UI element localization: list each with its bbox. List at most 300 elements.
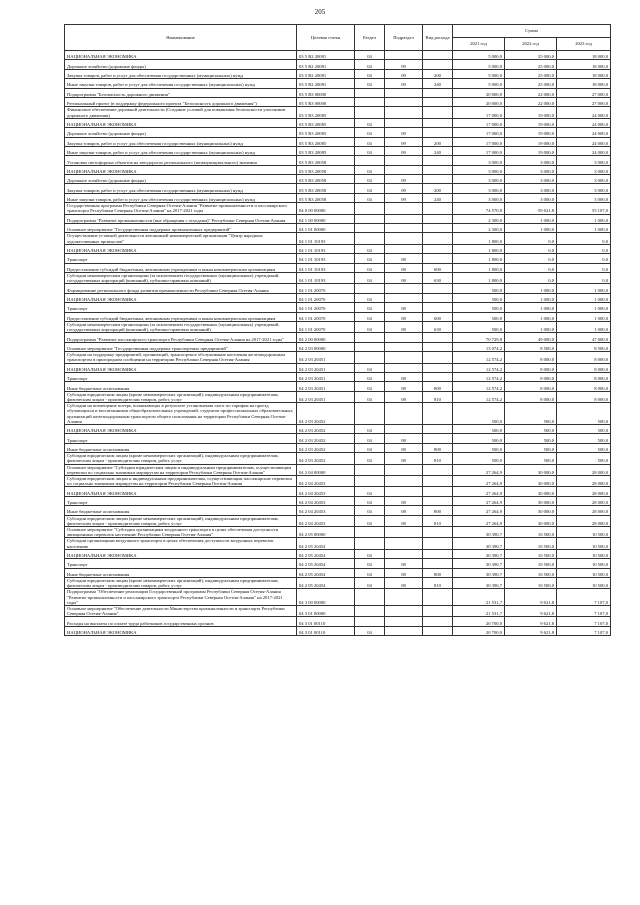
table-row bbox=[65, 464, 611, 475]
row-name: Субсидии организациям воздушного транспорта в целях обеспечения доступности воздушных перевозок населению bbox=[65, 538, 297, 549]
row-section bbox=[355, 333, 385, 342]
row-section: 04 bbox=[355, 382, 385, 391]
row-sum-2021: 1 800,0 bbox=[453, 273, 505, 284]
row-sum-2022: 0,0 bbox=[505, 233, 557, 244]
row-name: Осуществление уставной деятельности автономной некоммерческой организации "Центр народных художественных промыслов" bbox=[65, 233, 297, 244]
header-section: Раздел bbox=[355, 25, 385, 51]
row-section bbox=[355, 475, 385, 486]
row-exp-type bbox=[423, 333, 453, 342]
table-row bbox=[65, 487, 611, 496]
row-sum-2021: 1 800,0 bbox=[453, 263, 505, 272]
row-sum-2023: 3 000,0 bbox=[557, 184, 611, 193]
row-sum-2021: 500,0 bbox=[453, 312, 505, 321]
row-sum-2021: 500,0 bbox=[453, 443, 505, 452]
row-sum-2022: 25 000,0 bbox=[505, 69, 557, 78]
row-sum-2023: 7 107,0 bbox=[557, 605, 611, 616]
row-sum-2023: 8 000,0 bbox=[557, 352, 611, 363]
row-name: Субсидии юридическим лицам (кроме некоммерческих организаций), индивидуальным предпринимателям, физическим лицам - производителям товаров, работ, услуг bbox=[65, 391, 297, 402]
row-subsection bbox=[385, 224, 423, 233]
header-code: Целевая статья bbox=[297, 25, 355, 51]
row-sum-2023: 500,0 bbox=[557, 443, 611, 452]
row-exp-type: 800 bbox=[423, 568, 453, 577]
table-row bbox=[65, 496, 611, 505]
row-exp-type: 800 bbox=[423, 443, 453, 452]
row-section: 04 bbox=[355, 146, 385, 155]
row-sum-2022: 49 000,0 bbox=[505, 333, 557, 342]
row-section: 04 bbox=[355, 263, 385, 272]
table-row bbox=[65, 434, 611, 443]
row-sum-2023: 7 107,0 bbox=[557, 617, 611, 626]
row-sum-2021: 500,0 bbox=[453, 303, 505, 312]
row-code: 04 2 04 00000 bbox=[297, 464, 355, 475]
row-code: 04 2 03 20451 bbox=[297, 391, 355, 402]
row-subsection: 09 bbox=[385, 137, 423, 146]
table-row bbox=[65, 475, 611, 486]
table-row bbox=[65, 382, 611, 391]
row-code: 04 1 01 20070 bbox=[297, 312, 355, 321]
table-row bbox=[65, 128, 611, 137]
row-sum-2022: 19 000,0 bbox=[505, 118, 557, 127]
row-code: 04 2 04 20453 bbox=[297, 475, 355, 486]
row-subsection: 08 bbox=[385, 372, 423, 381]
row-sum-2022: 500,0 bbox=[505, 434, 557, 443]
table-row bbox=[65, 372, 611, 381]
row-exp-type: 200 bbox=[423, 69, 453, 78]
row-sum-2023: 28 000,0 bbox=[557, 515, 611, 526]
row-exp-type: 630 bbox=[423, 322, 453, 333]
header-year-2022: 2022 год bbox=[505, 38, 557, 51]
row-exp-type: 800 bbox=[423, 382, 453, 391]
row-code: 04 3 00 00000 bbox=[297, 589, 355, 606]
row-sum-2021: 30 390,7 bbox=[453, 549, 505, 558]
row-sum-2021: 27 264,9 bbox=[453, 496, 505, 505]
row-exp-type: 810 bbox=[423, 515, 453, 526]
row-sum-2022: 10 500,0 bbox=[505, 538, 557, 549]
row-sum-2022: 59 621,8 bbox=[505, 203, 557, 214]
row-code: 03 5 R2 20081 bbox=[297, 69, 355, 78]
row-sum-2023: 24 000,0 bbox=[557, 146, 611, 155]
row-name: Основное мероприятие "Субсидии организациям воздушного транспорта в целях обеспечения доступности авиационных перевозок населению Республики Северная Осетия-Алания" bbox=[65, 526, 297, 537]
row-subsection bbox=[385, 118, 423, 127]
row-section bbox=[355, 88, 385, 97]
row-sum-2023: 500,0 bbox=[557, 434, 611, 443]
row-section: 04 bbox=[355, 51, 385, 60]
row-sum-2023: 8 000,0 bbox=[557, 391, 611, 402]
row-exp-type bbox=[423, 549, 453, 558]
table-row bbox=[65, 175, 611, 184]
row-sum-2022: 3 000,0 bbox=[505, 184, 557, 193]
row-sum-2023: 10 500,0 bbox=[557, 526, 611, 537]
row-section bbox=[355, 352, 385, 363]
row-exp-type bbox=[423, 224, 453, 233]
row-sum-2022: 30 000,0 bbox=[505, 487, 557, 496]
table-row bbox=[65, 538, 611, 549]
row-exp-type bbox=[423, 605, 453, 616]
row-name: НАЦИОНАЛЬНАЯ ЭКОНОМИКА bbox=[65, 626, 297, 635]
row-sum-2021: 5 000,0 bbox=[453, 51, 505, 60]
table-row bbox=[65, 107, 611, 118]
row-subsection: 08 bbox=[385, 515, 423, 526]
row-sum-2023: 7 107,0 bbox=[557, 589, 611, 606]
row-subsection bbox=[385, 333, 423, 342]
row-sum-2021: 3 000,0 bbox=[453, 184, 505, 193]
row-section: 04 bbox=[355, 559, 385, 568]
table-row bbox=[65, 203, 611, 214]
row-sum-2022: 19 000,0 bbox=[505, 107, 557, 118]
row-name: Субсидии на поддержку предприятий, организаций, транспортное обслуживание населения железнодорожным транспортом в пригородном сообщении на территории Республики Северная Осетия-Алания bbox=[65, 352, 297, 363]
row-code: 03 5 R3 20058 bbox=[297, 156, 355, 165]
row-sum-2022: 8 000,0 bbox=[505, 363, 557, 372]
row-exp-type bbox=[423, 487, 453, 496]
row-sum-2023: 24 000,0 bbox=[557, 128, 611, 137]
row-name: Закупка товаров, работ и услуг для обеспечения государственных (муниципальных) нужд bbox=[65, 184, 297, 193]
row-code: 04 2 03 20452 bbox=[297, 403, 355, 425]
row-sum-2022: 25 000,0 bbox=[505, 79, 557, 88]
row-code: 03 5 R3 20085 bbox=[297, 146, 355, 155]
row-code: 04 1 01 10193 bbox=[297, 254, 355, 263]
row-name: НАЦИОНАЛЬНАЯ ЭКОНОМИКА bbox=[65, 165, 297, 174]
row-name: Иные бюджетные ассигнования bbox=[65, 568, 297, 577]
row-exp-type: 240 bbox=[423, 146, 453, 155]
header-sums: Сумма bbox=[453, 25, 611, 38]
row-subsection: 08 bbox=[385, 391, 423, 402]
row-subsection bbox=[385, 605, 423, 616]
row-sum-2021: 21 531,7 bbox=[453, 605, 505, 616]
row-sum-2021: 20 000,0 bbox=[453, 88, 505, 97]
row-name: НАЦИОНАЛЬНАЯ ЭКОНОМИКА bbox=[65, 293, 297, 302]
row-exp-type bbox=[423, 60, 453, 69]
row-subsection bbox=[385, 97, 423, 106]
row-sum-2023: 27 000,0 bbox=[557, 88, 611, 97]
row-sum-2021: 21 531,7 bbox=[453, 589, 505, 606]
row-subsection: 08 bbox=[385, 273, 423, 284]
row-name: НАЦИОНАЛЬНАЯ ЭКОНОМИКА bbox=[65, 424, 297, 433]
row-sum-2023: 28 000,0 bbox=[557, 487, 611, 496]
row-exp-type: 800 bbox=[423, 506, 453, 515]
row-subsection: 08 bbox=[385, 434, 423, 443]
row-exp-type: 810 bbox=[423, 577, 453, 588]
row-sum-2023: 1 000,0 bbox=[557, 284, 611, 293]
row-exp-type: 810 bbox=[423, 391, 453, 402]
row-name: Государственная программа Республики Северная Осетия-Алания "Развитие промышленности и пассажирского транспорта Республики Северная Осетия-Алания" на 2017-2021 годы bbox=[65, 203, 297, 214]
row-section: 04 bbox=[355, 165, 385, 174]
table-row bbox=[65, 254, 611, 263]
table-row bbox=[65, 273, 611, 284]
row-code: 03 5 R3 00000 bbox=[297, 97, 355, 106]
row-subsection: 09 bbox=[385, 69, 423, 78]
row-subsection bbox=[385, 464, 423, 475]
table-row bbox=[65, 146, 611, 155]
row-code: 03 5 R3 20085 bbox=[297, 128, 355, 137]
row-name: Субсидии некоммерческим организациям (за исключением государственных (муниципальных) учреждений, государственных корпораций (компаний), публично-правовых компаний) bbox=[65, 273, 297, 284]
table-row bbox=[65, 60, 611, 69]
row-sum-2022: 30 000,0 bbox=[505, 496, 557, 505]
table-row bbox=[65, 424, 611, 433]
row-sum-2021: 27 264,9 bbox=[453, 475, 505, 486]
row-section bbox=[355, 464, 385, 475]
row-code: 03 5 R2 20081 bbox=[297, 51, 355, 60]
table-row bbox=[65, 263, 611, 272]
row-sum-2022: 1 000,0 bbox=[505, 322, 557, 333]
row-sum-2023: 47 000,0 bbox=[557, 333, 611, 342]
table-row bbox=[65, 559, 611, 568]
row-section: 04 bbox=[355, 391, 385, 402]
row-exp-type bbox=[423, 434, 453, 443]
row-sum-2022: 10 500,0 bbox=[505, 568, 557, 577]
row-sum-2022: 8 000,0 bbox=[505, 372, 557, 381]
row-sum-2023: 500,0 bbox=[557, 453, 611, 464]
row-section: 04 bbox=[355, 79, 385, 88]
row-name: Предоставление субсидий бюджетным, автономным учреждениям и иным некоммерческим организациям bbox=[65, 312, 297, 321]
row-sum-2023: 1 000,0 bbox=[557, 322, 611, 333]
row-sum-2021: 17 000,0 bbox=[453, 107, 505, 118]
row-code: 04 0 00 00000 bbox=[297, 203, 355, 214]
row-subsection: 08 bbox=[385, 254, 423, 263]
row-subsection bbox=[385, 363, 423, 372]
row-sum-2022: 0,0 bbox=[505, 244, 557, 253]
row-sum-2021: 74 570,8 bbox=[453, 203, 505, 214]
row-sum-2022: 9 621,8 bbox=[505, 626, 557, 635]
row-exp-type bbox=[423, 128, 453, 137]
row-subsection: 09 bbox=[385, 79, 423, 88]
row-subsection bbox=[385, 233, 423, 244]
table-row bbox=[65, 233, 611, 244]
table-row bbox=[65, 193, 611, 202]
row-name: Закупка товаров, работ и услуг для обеспечения государственных (муниципальных) нужд bbox=[65, 137, 297, 146]
row-sum-2021: 12 574,2 bbox=[453, 382, 505, 391]
row-sum-2023: 0,0 bbox=[557, 244, 611, 253]
row-sum-2023: 24 000,0 bbox=[557, 107, 611, 118]
row-sum-2022: 22 000,0 bbox=[505, 88, 557, 97]
row-sum-2022: 8 000,0 bbox=[505, 391, 557, 402]
table-row bbox=[65, 589, 611, 606]
row-subsection: 08 bbox=[385, 263, 423, 272]
row-sum-2022: 25 000,0 bbox=[505, 60, 557, 69]
row-subsection: 09 bbox=[385, 184, 423, 193]
row-section: 04 bbox=[355, 293, 385, 302]
table-row bbox=[65, 626, 611, 635]
row-code: 04 1 01 00000 bbox=[297, 224, 355, 233]
row-subsection: 08 bbox=[385, 506, 423, 515]
row-exp-type bbox=[423, 118, 453, 127]
table-row bbox=[65, 284, 611, 293]
row-subsection: 08 bbox=[385, 453, 423, 464]
row-sum-2022: 9 621,8 bbox=[505, 589, 557, 606]
row-exp-type bbox=[423, 233, 453, 244]
row-code: 03 5 R3 20058 bbox=[297, 193, 355, 202]
table-row bbox=[65, 293, 611, 302]
row-subsection bbox=[385, 549, 423, 558]
row-sum-2022: 22 000,0 bbox=[505, 97, 557, 106]
row-section: 04 bbox=[355, 363, 385, 372]
table-row bbox=[65, 322, 611, 333]
row-code: 04 2 03 20451 bbox=[297, 352, 355, 363]
row-code: 04 2 04 20453 bbox=[297, 496, 355, 505]
row-section: 04 bbox=[355, 626, 385, 635]
row-name: Основное мероприятие "Субсидии юридическим лицам и индивидуальным предпринимателям, осуществляющим перевозки по социально значимым маршрутам на территории Республики Северная Осетия-Алания" bbox=[65, 464, 297, 475]
header-name: Наименование bbox=[65, 25, 297, 51]
row-sum-2021: 17 000,0 bbox=[453, 118, 505, 127]
row-sum-2021: 12 574,2 bbox=[453, 352, 505, 363]
row-name: Субсидии на возмещение потерь, возникающих в результате установления льгот по тарифам на проезд обучающихся и воспитанников общеобразовательных учреждений, студентов профессиональных образовательных организаций железнодорожным транспортом общего пользования на территории Республики Северная Осетия-Алания bbox=[65, 403, 297, 425]
row-name: НАЦИОНАЛЬНАЯ ЭКОНОМИКА bbox=[65, 549, 297, 558]
row-code: 04 2 03 20452 bbox=[297, 453, 355, 464]
row-exp-type bbox=[423, 214, 453, 223]
row-sum-2021: 500,0 bbox=[453, 322, 505, 333]
table-row bbox=[65, 391, 611, 402]
row-section bbox=[355, 224, 385, 233]
row-section: 04 bbox=[355, 453, 385, 464]
table-row bbox=[65, 526, 611, 537]
row-exp-type: 630 bbox=[423, 273, 453, 284]
row-exp-type bbox=[423, 165, 453, 174]
row-sum-2023: 0,0 bbox=[557, 273, 611, 284]
row-code: 03 5 R3 20085 bbox=[297, 137, 355, 146]
row-subsection bbox=[385, 284, 423, 293]
row-sum-2022: 500,0 bbox=[505, 424, 557, 433]
table-row bbox=[65, 506, 611, 515]
row-exp-type bbox=[423, 424, 453, 433]
row-section: 04 bbox=[355, 577, 385, 588]
row-subsection bbox=[385, 165, 423, 174]
row-sum-2022: 500,0 bbox=[505, 453, 557, 464]
row-code: 04 1 01 20070 bbox=[297, 303, 355, 312]
row-sum-2023: 18 000,0 bbox=[557, 51, 611, 60]
row-sum-2023: 28 000,0 bbox=[557, 506, 611, 515]
row-code: 04 2 00 00000 bbox=[297, 333, 355, 342]
row-exp-type: 600 bbox=[423, 312, 453, 321]
row-subsection bbox=[385, 214, 423, 223]
row-name: Основное мероприятие "Государственная поддержка промышленных предприятий" bbox=[65, 224, 297, 233]
row-sum-2021: 70 729,8 bbox=[453, 333, 505, 342]
row-subsection: 08 bbox=[385, 568, 423, 577]
row-sum-2022: 30 000,0 bbox=[505, 475, 557, 486]
row-code: 04 1 00 00000 bbox=[297, 214, 355, 223]
row-subsection: 09 bbox=[385, 175, 423, 184]
row-section: 04 bbox=[355, 443, 385, 452]
row-sum-2022: 9 621,8 bbox=[505, 617, 557, 626]
row-section: 04 bbox=[355, 137, 385, 146]
row-sum-2022: 3 000,0 bbox=[505, 165, 557, 174]
row-exp-type bbox=[423, 559, 453, 568]
row-subsection bbox=[385, 203, 423, 214]
row-section bbox=[355, 214, 385, 223]
header-subsection: Подраздел bbox=[385, 25, 423, 51]
row-sum-2022: 0,0 bbox=[505, 254, 557, 263]
row-code: 04 2 05 20454 bbox=[297, 538, 355, 549]
row-name: Расходы на выплаты по оплате труда работников государственных органов bbox=[65, 617, 297, 626]
row-sum-2023: 0,0 bbox=[557, 254, 611, 263]
row-section: 04 bbox=[355, 312, 385, 321]
row-sum-2021: 500,0 bbox=[453, 424, 505, 433]
row-exp-type bbox=[423, 175, 453, 184]
budget-table bbox=[64, 24, 611, 636]
row-code: 04 2 03 20451 bbox=[297, 382, 355, 391]
row-code: 04 1 01 20070 bbox=[297, 284, 355, 293]
table-row bbox=[65, 244, 611, 253]
row-exp-type bbox=[423, 403, 453, 425]
header-year-2021: 2021 год bbox=[453, 38, 505, 51]
row-name: Подпрограмма "Безопасность дорожного движения" bbox=[65, 88, 297, 97]
table-row bbox=[65, 214, 611, 223]
row-section: 04 bbox=[355, 372, 385, 381]
row-sum-2022: 19 000,0 bbox=[505, 128, 557, 137]
row-name: Субсидии юридическим лицам и индивидуальным предпринимателям, осуществляющим пассажирские перевозки по социально значимым маршрутам на территории Республики Северная Осетия-Алания bbox=[65, 475, 297, 486]
row-subsection: 08 bbox=[385, 322, 423, 333]
table-row bbox=[65, 342, 611, 351]
row-sum-2023: 1 000,0 bbox=[557, 312, 611, 321]
row-exp-type bbox=[423, 107, 453, 118]
row-sum-2022: 30 000,0 bbox=[505, 464, 557, 475]
row-subsection bbox=[385, 342, 423, 351]
row-exp-type: 810 bbox=[423, 453, 453, 464]
row-sum-2023: 55 107,0 bbox=[557, 203, 611, 214]
row-section: 04 bbox=[355, 434, 385, 443]
row-subsection bbox=[385, 107, 423, 118]
table-row bbox=[65, 97, 611, 106]
row-subsection bbox=[385, 538, 423, 549]
row-section: 04 bbox=[355, 69, 385, 78]
row-sum-2021: 500,0 bbox=[453, 403, 505, 425]
row-sum-2021: 5 000,0 bbox=[453, 60, 505, 69]
row-section: 04 bbox=[355, 506, 385, 515]
row-sum-2021: 500,0 bbox=[453, 284, 505, 293]
row-sum-2023: 8 000,0 bbox=[557, 382, 611, 391]
row-subsection: 09 bbox=[385, 60, 423, 69]
row-section bbox=[355, 233, 385, 244]
table-row bbox=[65, 443, 611, 452]
row-sum-2021: 5 000,0 bbox=[453, 79, 505, 88]
row-sum-2022: 10 500,0 bbox=[505, 577, 557, 588]
row-sum-2021: 20 700,0 bbox=[453, 617, 505, 626]
table-row bbox=[65, 118, 611, 127]
row-sum-2021: 30 390,7 bbox=[453, 559, 505, 568]
row-sum-2022: 1 000,0 bbox=[505, 303, 557, 312]
row-sum-2021: 30 390,7 bbox=[453, 526, 505, 537]
row-subsection bbox=[385, 475, 423, 486]
row-code: 04 2 03 20451 bbox=[297, 363, 355, 372]
row-code: 04 2 03 20451 bbox=[297, 372, 355, 381]
row-subsection bbox=[385, 352, 423, 363]
row-sum-2021: 30 390,7 bbox=[453, 577, 505, 588]
header-exp-type: Вид расхода bbox=[423, 25, 453, 51]
row-subsection: 09 bbox=[385, 193, 423, 202]
table-row bbox=[65, 605, 611, 616]
row-exp-type bbox=[423, 342, 453, 351]
row-code: 03 5 R2 20081 bbox=[297, 60, 355, 69]
row-code: 04 2 05 00000 bbox=[297, 526, 355, 537]
row-sum-2021: 1 800,0 bbox=[453, 244, 505, 253]
row-section bbox=[355, 526, 385, 537]
row-subsection bbox=[385, 244, 423, 253]
row-section bbox=[355, 617, 385, 626]
row-subsection bbox=[385, 156, 423, 165]
row-name: Транспорт bbox=[65, 254, 297, 263]
row-exp-type: 600 bbox=[423, 263, 453, 272]
row-sum-2021: 500,0 bbox=[453, 434, 505, 443]
row-section: 04 bbox=[355, 244, 385, 253]
row-sum-2023: 3 000,0 bbox=[557, 156, 611, 165]
table-row bbox=[65, 333, 611, 342]
row-exp-type bbox=[423, 363, 453, 372]
row-name: НАЦИОНАЛЬНАЯ ЭКОНОМИКА bbox=[65, 118, 297, 127]
row-name: Дорожное хозяйство (дорожные фонды) bbox=[65, 128, 297, 137]
row-name: Иные закупки товаров, работ и услуг для обеспечения государственных (муниципальных) нужд bbox=[65, 79, 297, 88]
row-sum-2023: 3 000,0 bbox=[557, 165, 611, 174]
row-exp-type bbox=[423, 464, 453, 475]
row-sum-2023: 1 000,0 bbox=[557, 293, 611, 302]
row-section: 04 bbox=[355, 60, 385, 69]
